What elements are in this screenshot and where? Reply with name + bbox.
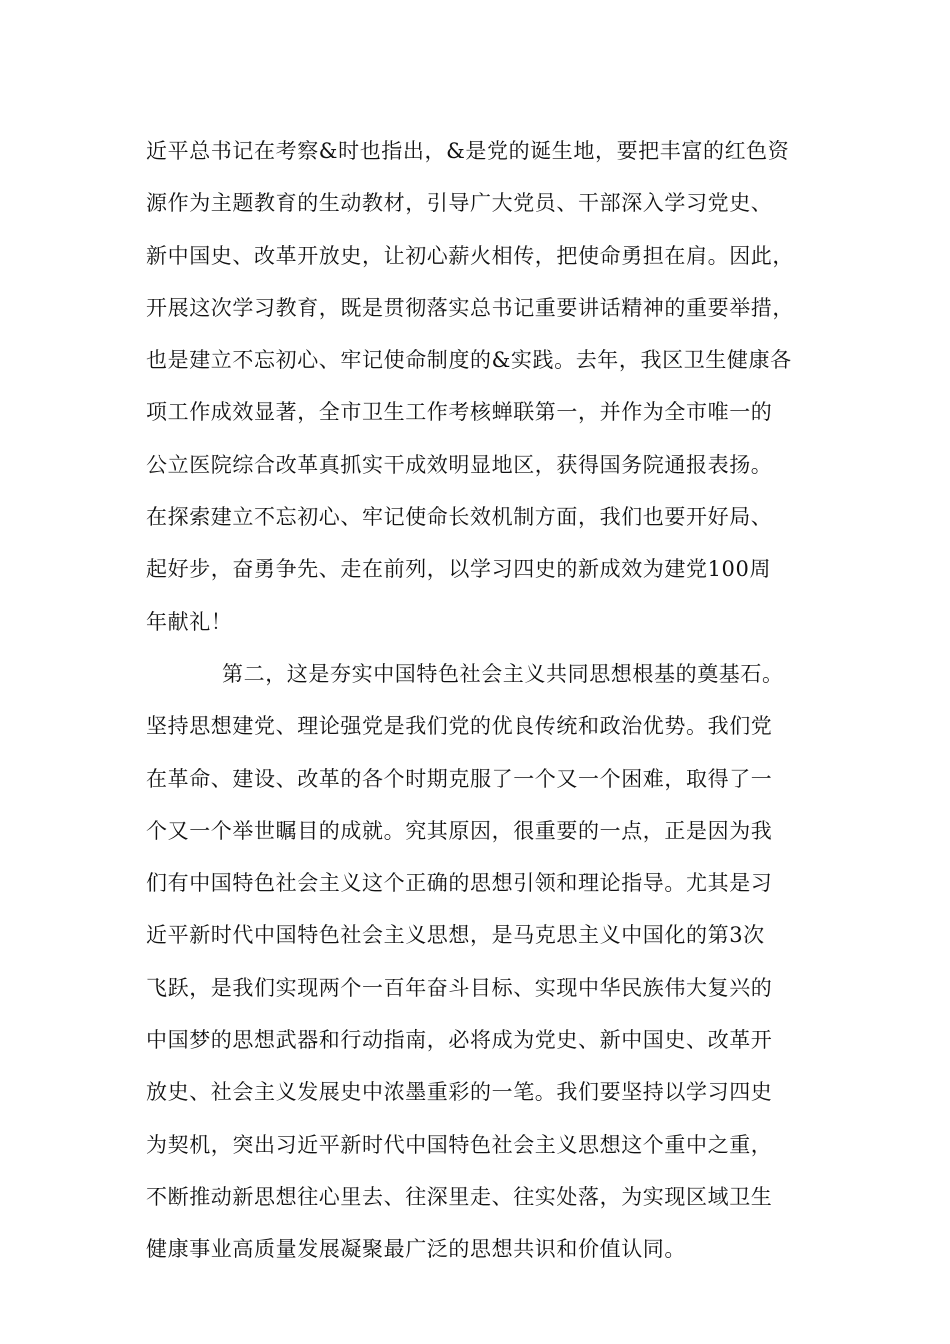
body-text	[146, 130, 826, 1281]
text-line: 公立医院综合改革真抓实干成效明显地区，获得国务院通报表扬。	[146, 452, 773, 477]
text-line: 开展这次学习教育，既是贯彻落实总书记重要讲话精神的重要举措，	[146, 295, 794, 320]
text-line: 放史、社会主义发展史中浓墨重彩的一笔。我们要坚持以学习四史	[146, 1080, 773, 1105]
text-line: 源作为主题教育的生动教材，引导广大党员、干部深入学习党史、	[146, 191, 773, 216]
text-line: 不断推动新思想往心里去、往深里走、往实处落，为实现区域卫生	[146, 1184, 773, 1209]
text-line: 飞跃，是我们实现两个一百年奋斗目标、实现中华民族伟大复兴的	[146, 975, 773, 1000]
text-line: 健康事业高质量发展凝聚最广泛的思想共识和价值认同。	[146, 1237, 686, 1262]
text-line: 在探索建立不忘初心、牢记使命长效机制方面，我们也要开好局、	[146, 505, 773, 530]
text-line: 们有中国特色社会主义这个正确的思想引领和理论指导。尤其是习	[146, 871, 773, 896]
text-line: 项工作成效显著，全市卫生工作考核蝉联第一，并作为全市唯一的	[146, 400, 773, 425]
section-heading-line: 第二，这是夯实中国特色社会主义共同思想根基的奠基石。	[222, 661, 784, 686]
text-line: 近平新时代中国特色社会主义思想，是马克思主义中国化的第3次	[146, 923, 765, 948]
text-line: 为契机，突出习近平新时代中国特色社会主义思想这个重中之重，	[146, 1132, 773, 1157]
text-line: 年献礼！	[146, 609, 233, 634]
text-line: 起好步，奋勇争先、走在前列，以学习四史的新成效为建党100周	[146, 557, 772, 582]
text-line: 中国梦的思想武器和行动指南，必将成为党史、新中国史、改革开	[146, 1028, 773, 1053]
text-line: 新中国史、改革开放史，让初心薪火相传，把使命勇担在肩。因此，	[146, 243, 794, 268]
text-line: 近平总书记在考察&时也指出，&是党的诞生地，要把丰富的红色资	[146, 139, 790, 163]
text-line: 也是建立不忘初心、牢记使命制度的&实践。去年，我区卫生健康各	[146, 348, 792, 373]
text-line: 坚持思想建党、理论强党是我们党的优良传统和政治优势。我们党	[146, 714, 773, 739]
text-line: 在革命、建设、改革的各个时期克服了一个又一个困难，取得了一	[146, 766, 773, 791]
text-line: 个又一个举世瞩目的成就。究其原因，很重要的一点，正是因为我	[146, 818, 773, 843]
